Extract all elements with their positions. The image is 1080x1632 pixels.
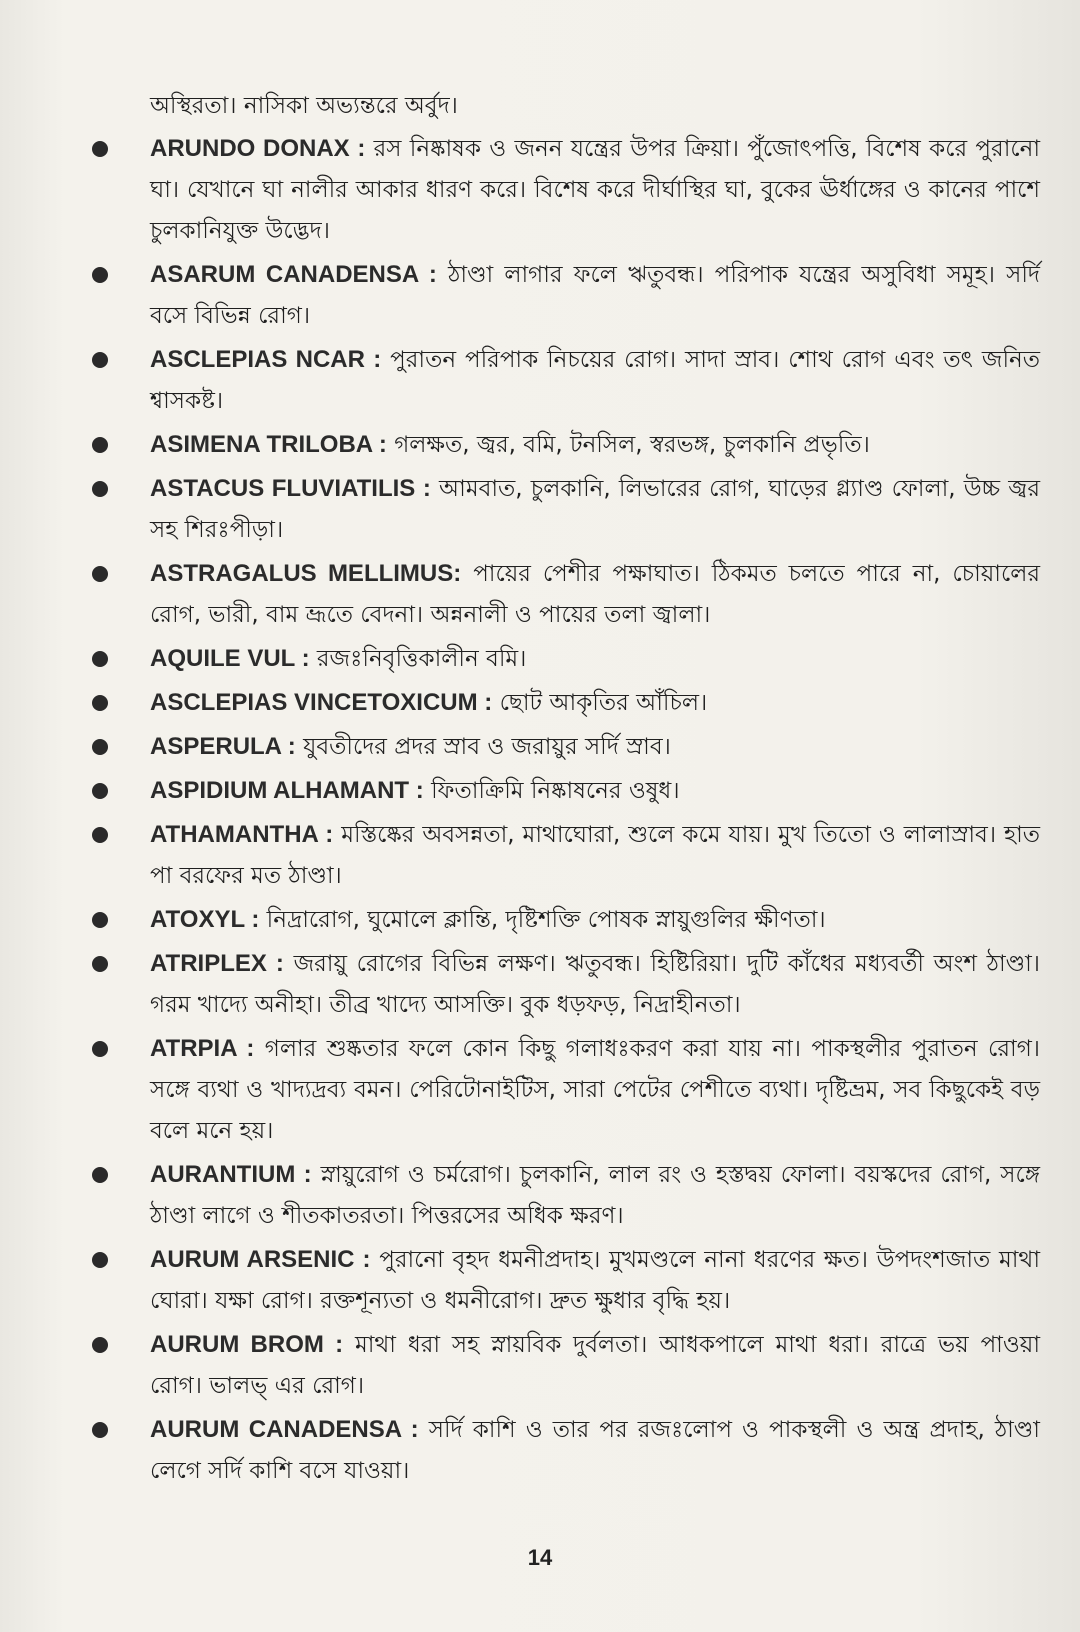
bullet-icon xyxy=(92,267,108,283)
remedy-name: ASARUM CANADENSA : xyxy=(150,261,437,288)
remedy-description: রজঃনিবৃত্তিকালীন বমি। xyxy=(316,646,527,672)
bullet-icon xyxy=(92,481,108,497)
remedy-description: মাথা ধরা সহ স্নায়বিক দুর্বলতা। আধকপালে মাথা ধরা। রাত্রে ভয় পাওয়া রোগ। ভালভ্ এর রোগ। xyxy=(150,1332,1040,1399)
page-number: 14 xyxy=(527,1545,553,1570)
list-item xyxy=(88,814,1040,897)
remedy-name: ASIMENA TRILOBA : xyxy=(150,431,387,458)
remedy-name: AURANTIUM : xyxy=(150,1161,312,1188)
remedy-name: ATRIPLEX : xyxy=(150,950,284,977)
remedy-description: স্নায়ুরোগ ও চর্মরোগ। চুলকানি, লাল রং ও হস্তদ্বয় ফোলা। বয়স্কদের রোগ, সঙ্গে ঠাণ্ডা লাগে ও শীতকাতরতা। পিত্তরসের অধিক ক্ষরণ। xyxy=(150,1162,1040,1229)
remedy-description: জরায়ু রোগের বিভিন্ন লক্ষণ। ঋতুবন্ধ। হিষ্টিরিয়া। দুটি কাঁধের মধ্যবর্তী অংশ ঠাণ্ডা। গরম খাদ্যে অনীহা। তীব্র খাদ্যে আসক্তি। বুক ধড়ফড়, নিদ্রাহীনতা। xyxy=(150,951,1041,1018)
bullet-icon xyxy=(92,352,108,368)
remedy-name: AQUILE VUL : xyxy=(150,645,310,672)
list-item xyxy=(88,339,1040,422)
remedy-description: নিদ্রারোগ, ঘুমোলে ক্লান্তি, দৃষ্টিশক্তি পোষক স্নায়ুগুলির ক্ষীণতা। xyxy=(266,907,826,933)
bullet-icon xyxy=(92,1167,108,1183)
bullet-icon xyxy=(92,566,108,582)
list-item xyxy=(88,553,1040,636)
bullet-icon xyxy=(92,912,108,928)
remedy-name: ATOXYL : xyxy=(150,906,260,933)
list-item xyxy=(88,1409,1040,1492)
remedy-description: পুরাতন পরিপাক নিচয়ের রোগ। সাদা স্রাব। শোথ রোগ এবং তৎ জনিত শ্বাসকষ্ট। xyxy=(150,347,1041,414)
bullet-icon xyxy=(92,437,108,453)
bullet-icon xyxy=(92,141,108,157)
list-item xyxy=(88,468,1040,551)
list-item xyxy=(88,1154,1040,1237)
list-item xyxy=(88,726,1040,768)
list-item xyxy=(88,1028,1040,1152)
remedy-description: মস্তিষ্কের অবসন্নতা, মাথাঘোরা, শুলে কমে যায়। মুখ তিতো ও লালাস্রাব। হাত পা বরফের মত ঠাণ্ডা। xyxy=(150,822,1041,889)
remedy-name: ATHAMANTHA : xyxy=(150,821,334,848)
list-item xyxy=(88,424,1040,466)
bullet-icon xyxy=(92,651,108,667)
remedy-name: AURUM CANADENSA : xyxy=(150,1416,419,1443)
bullet-icon xyxy=(92,739,108,755)
remedy-description: ঠাণ্ডা লাগার ফলে ঋতুবন্ধ। পরিপাক যন্ত্রের অসুবিধা সমূহ। সর্দি বসে বিভিন্ন রোগ। xyxy=(150,262,1040,329)
remedy-name: AURUM ARSENIC : xyxy=(150,1246,371,1273)
remedy-description: ছোট আকৃতির আঁচিল। xyxy=(499,690,708,716)
remedy-name: ARUNDO DONAX : xyxy=(150,135,366,162)
list-item xyxy=(88,1324,1040,1407)
remedy-description: গলার শুষ্কতার ফলে কোন কিছু গলাধঃকরণ করা যায় না। পাকস্থলীর পুরাতন রোগ। সঙ্গে ব্যথা ও খাদ্যদ্রব্য বমন। পেরিটোনাইটিস, সারা পেটের পেশীতে ব্যথা। দৃষ্টিভ্রম, সব কিছুকেই বড় বলে মনে হয়। xyxy=(150,1036,1040,1144)
remedy-description: যুবতীদের প্রদর স্রাব ও জরায়ুর সর্দি স্রাব। xyxy=(303,734,671,760)
entry-list xyxy=(88,128,1040,1492)
bullet-icon xyxy=(92,1041,108,1057)
page-content xyxy=(88,86,1040,1494)
remedy-description: পুরানো বৃহদ ধমনীপ্রদাহ। মুখমণ্ডলে নানা ধরণের ক্ষত। উপদংশজাত মাথা ঘোরা। যক্ষা রোগ। রক্তশূন্যতা ও ধমনীরোগ। দ্রুত ক্ষুধার বৃদ্ধি হয়। xyxy=(150,1247,1040,1314)
remedy-description: রস নিষ্কাষক ও জনন যন্ত্রের উপর ক্রিয়া। পুঁজোৎপত্তি, বিশেষ করে পুরানো ঘা। যেখানে ঘা নালীর আকার ধারণ করে। বিশেষ করে দীর্ঘাস্থির ঘা, বুকের ঊর্ধাঙ্গের ও কানের পাশে চুলকানিযুক্ত উদ্ভেদ। xyxy=(150,136,1040,244)
bullet-icon xyxy=(92,783,108,799)
remedy-name: AURUM BROM : xyxy=(150,1331,344,1358)
remedy-description: গলক্ষত, জ্বর, বমি, টনসিল, স্বরভঙ্গ, চুলকানি প্রভৃতি। xyxy=(394,432,870,458)
list-item xyxy=(88,128,1040,252)
continued-text: অস্থিরতা। নাসিকা অভ্যন্তরে অর্বুদ। xyxy=(150,93,458,119)
remedy-name: ASCLEPIAS VINCETOXICUM : xyxy=(150,689,493,716)
remedy-description: ফিতাক্রিমি নিষ্কাষনের ওষুধ। xyxy=(431,778,680,804)
remedy-name: ATRPIA : xyxy=(150,1035,255,1062)
bullet-icon xyxy=(92,1422,108,1438)
remedy-name: ASPERULA : xyxy=(150,733,296,760)
bullet-icon xyxy=(92,695,108,711)
remedy-name: ASCLEPIAS NCAR : xyxy=(150,346,382,373)
remedy-name: ASTACUS FLUVIATILIS : xyxy=(150,475,431,502)
list-item xyxy=(88,682,1040,724)
bullet-icon xyxy=(92,1252,108,1268)
list-item xyxy=(88,770,1040,812)
bullet-icon xyxy=(92,956,108,972)
remedy-name: ASPIDIUM ALHAMANT : xyxy=(150,777,424,804)
remedy-description: আমবাত, চুলকানি, লিভারের রোগ, ঘাড়ের গ্ল্যাণ্ড ফোলা, উচ্চ জ্বর সহ শিরঃপীড়া। xyxy=(150,476,1040,543)
remedy-description: পায়ের পেশীর পক্ষাঘাত। ঠিকমত চলতে পারে না, চোয়ালের রোগ, ভারী, বাম ভ্রূতে বেদনা। অন্ননালী ও পায়ের তলা জ্বালা। xyxy=(150,561,1040,628)
list-item xyxy=(88,638,1040,680)
bullet-icon xyxy=(92,1337,108,1353)
list-item xyxy=(88,254,1040,337)
list-item xyxy=(88,899,1040,941)
list-item xyxy=(88,943,1040,1026)
remedy-name: ASTRAGALUS MELLIMUS: xyxy=(150,560,462,587)
remedy-description: সর্দি কাশি ও তার পর রজঃলোপ ও পাকস্থলী ও অন্ত্র প্রদাহ, ঠাণ্ডা লেগে সর্দি কাশি বসে যাওয়া। xyxy=(150,1417,1040,1484)
bullet-icon xyxy=(92,827,108,843)
list-item xyxy=(88,1239,1040,1322)
